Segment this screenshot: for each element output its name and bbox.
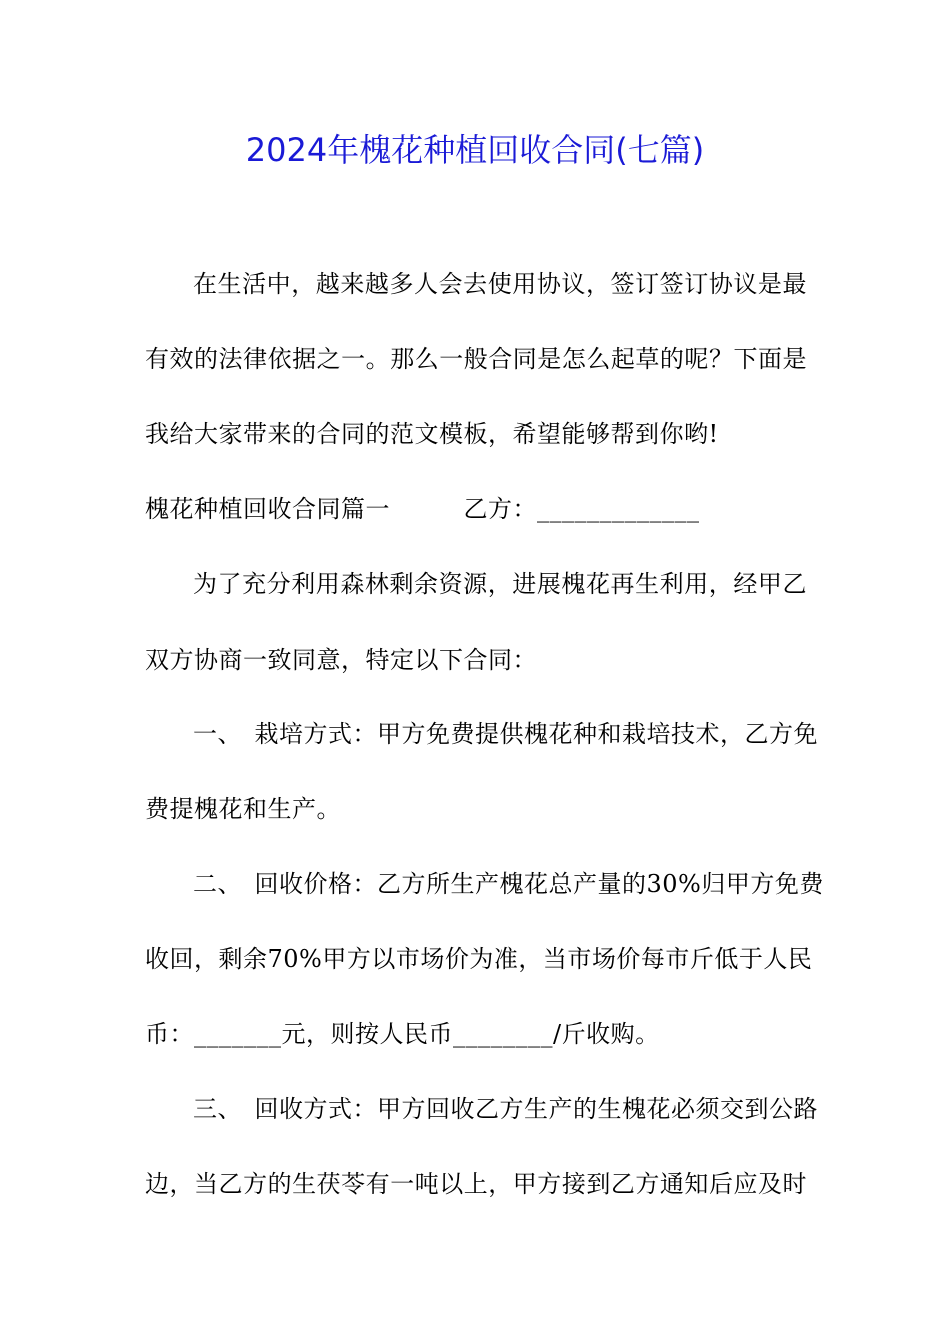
paragraph-line: 为了充分利用森林剩余资源，进展槐花再生利用，经甲乙 — [193, 570, 807, 598]
clause-line: 三、 回收方式：甲方回收乙方生产的生槐花必须交到公路 — [193, 1095, 818, 1123]
document-title: 2024年槐花种植回收合同(七篇) — [245, 131, 705, 169]
paragraph-line: 双方协商一致同意，特定以下合同： — [145, 646, 537, 674]
section-heading-line: 槐花种植回收合同篇一 乙方：_____________ — [145, 495, 700, 523]
paragraph-line: 我给大家带来的合同的范文模板，希望能够帮到你哟! — [145, 420, 719, 448]
clause-line: 一、 栽培方式：甲方免费提供槐花种和栽培技术，乙方免 — [193, 720, 818, 748]
clause-line: 收回，剩余70%甲方以市场价为准，当市场价每市斤低于人民 — [145, 945, 813, 973]
clause-line: 边，当乙方的生茯苓有一吨以上，甲方接到乙方通知后应及时 — [145, 1170, 807, 1198]
paragraph-line: 有效的法律依据之一。那么一般合同是怎么起草的呢？下面是 — [145, 345, 807, 373]
clause-line: 币：_______元，则按人民币________/斤收购。 — [145, 1020, 660, 1048]
clause-line: 费提槐花和生产。 — [145, 795, 341, 823]
paragraph-line: 在生活中，越来越多人会去使用协议，签订签订协议是最 — [193, 270, 807, 298]
clause-line: 二、 回收价格：乙方所生产槐花总产量的30%归甲方免费 — [193, 870, 824, 898]
